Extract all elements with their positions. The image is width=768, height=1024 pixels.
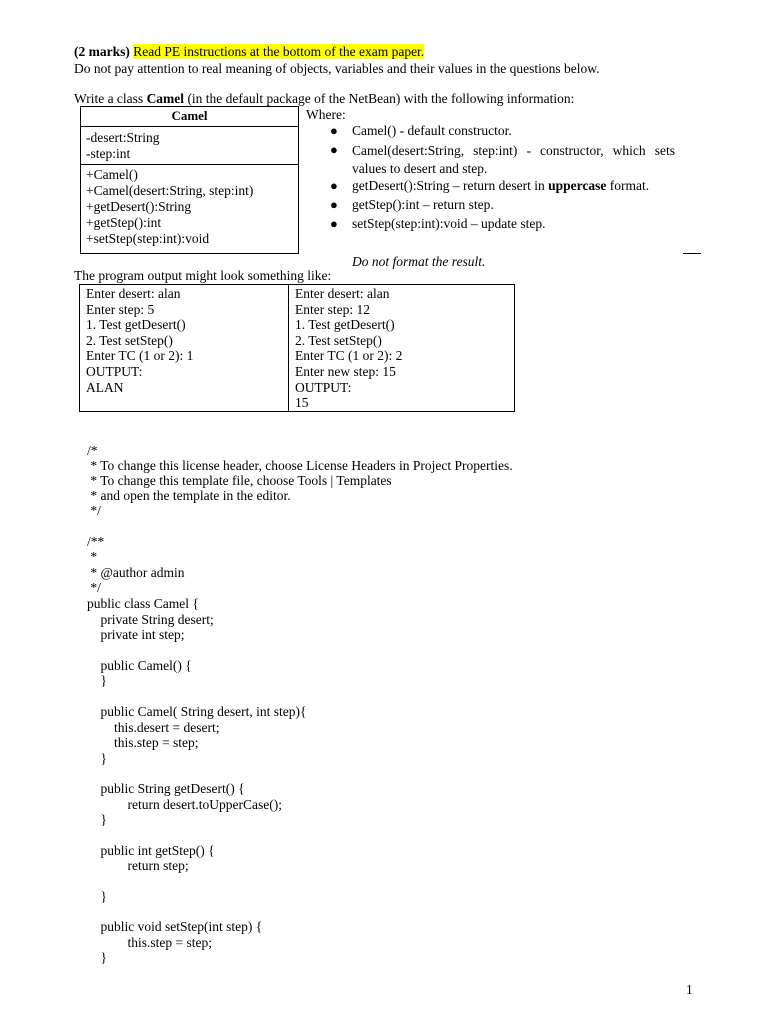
code-line: public void setStep(int step) { xyxy=(87,919,263,934)
bullet-icon: ● xyxy=(330,178,338,193)
bullet-text: setStep(step:int):void – update step. xyxy=(352,216,546,231)
code-line: * To change this license header, choose License Headers in Project Properties. xyxy=(87,458,513,473)
instruction-line: Do not pay attention to real meaning of objects, variables and their values in the questions below. xyxy=(74,61,600,76)
uml-attribute: -desert:String xyxy=(86,130,160,145)
output-line: Enter desert: alan xyxy=(295,286,390,301)
bullet-text: Camel(desert:String, step:int) - constructor, which sets values to desert and step. xyxy=(352,143,675,176)
code-line: private String desert; xyxy=(87,612,214,627)
bullet-text: getStep():int – return step. xyxy=(352,197,494,212)
output-line: Enter step: 12 xyxy=(295,301,370,317)
output-column-2 xyxy=(289,285,514,411)
code-line: this.desert = desert; xyxy=(87,720,220,735)
code-line: * and open the template in the editor. xyxy=(87,488,291,503)
code-line: public String getDesert() { xyxy=(87,781,245,796)
output-line: OUTPUT: xyxy=(295,379,352,395)
output-line: 15 xyxy=(295,395,309,411)
bullet-icon: ● xyxy=(330,142,338,157)
output-line: ALAN xyxy=(86,379,124,395)
code-line: } xyxy=(87,812,107,827)
bullet-text xyxy=(352,178,675,194)
uml-method: +Camel() xyxy=(86,167,138,182)
code-line: public class Camel { xyxy=(87,596,199,611)
code-line: private int step; xyxy=(87,627,185,642)
bullet-icon: ● xyxy=(330,123,338,138)
code-line: this.step = step; xyxy=(87,935,212,950)
code-line: * @author admin xyxy=(87,565,185,580)
code-line: * xyxy=(87,549,98,564)
output-line: Enter TC (1 or 2): 2 xyxy=(295,348,403,364)
output-line: OUTPUT: xyxy=(86,363,143,379)
code-line: * To change this template file, choose Tools | Templates xyxy=(87,473,392,488)
uml-method: +getDesert():String xyxy=(86,199,192,214)
task-suffix: (in the default package of the NetBean) with the following information: xyxy=(184,91,575,106)
code-line: */ xyxy=(87,580,101,595)
uml-methods xyxy=(81,165,298,247)
code-line: public Camel( String desert, int step){ xyxy=(87,704,307,719)
output-line: Enter desert: alan xyxy=(86,286,181,301)
task-prefix: Write a class xyxy=(74,91,147,106)
bullet-icon: ● xyxy=(330,197,338,212)
output-column-1 xyxy=(80,285,289,411)
code-line: public Camel() { xyxy=(87,658,192,673)
task-line xyxy=(74,91,574,107)
uml-class-box xyxy=(80,106,299,254)
bullet-text-pre: getDesert():String – return desert in xyxy=(352,178,549,193)
output-line: Enter TC (1 or 2): 1 xyxy=(86,348,194,364)
where-label: Where: xyxy=(306,107,346,122)
output-line: 1. Test getDesert() xyxy=(86,317,186,333)
output-table xyxy=(79,284,515,412)
bullet-text-post: format. xyxy=(606,178,650,193)
divider xyxy=(683,253,701,254)
uml-attribute: -step:int xyxy=(86,146,131,161)
code-line: /** xyxy=(87,534,105,549)
output-intro: The program output might look something like: xyxy=(74,268,332,283)
code-line: } xyxy=(87,673,107,688)
code-line: /* xyxy=(87,443,98,458)
page-number: 1 xyxy=(686,982,693,997)
code-line: } xyxy=(87,950,107,965)
uml-class-name: Camel xyxy=(81,107,298,127)
uml-method: +Camel(desert:String, step:int) xyxy=(86,183,254,198)
output-line: 2. Test setStep() xyxy=(86,332,173,348)
code-line: this.step = step; xyxy=(87,735,199,750)
code-line: public int getStep() { xyxy=(87,843,215,858)
code-line: return desert.toUpperCase(); xyxy=(87,797,282,812)
task-class-name: Camel xyxy=(146,91,185,106)
question-header xyxy=(74,44,424,60)
uml-method: +setStep(step:int):void xyxy=(86,231,210,246)
output-line: Enter new step: 15 xyxy=(295,363,396,379)
marks-label: (2 marks) xyxy=(74,44,130,59)
instruction-highlight: Read PE instructions at the bottom of the exam paper. xyxy=(133,44,425,59)
output-line: 2. Test setStep() xyxy=(295,332,382,348)
code-line: } xyxy=(87,751,107,766)
code-line: */ xyxy=(87,503,101,518)
output-line: Enter step: 5 xyxy=(86,301,155,317)
code-line: return step; xyxy=(87,858,189,873)
bullet-icon: ● xyxy=(330,216,338,231)
format-note: Do not format the result. xyxy=(352,254,486,269)
bullet-text-bold: uppercase xyxy=(548,178,607,193)
uml-method: +getStep():int xyxy=(86,215,162,230)
code-line: } xyxy=(87,889,107,904)
uml-attributes xyxy=(81,127,298,165)
bullet-text: Camel() - default constructor. xyxy=(352,123,512,138)
output-line: 1. Test getDesert() xyxy=(295,317,395,333)
